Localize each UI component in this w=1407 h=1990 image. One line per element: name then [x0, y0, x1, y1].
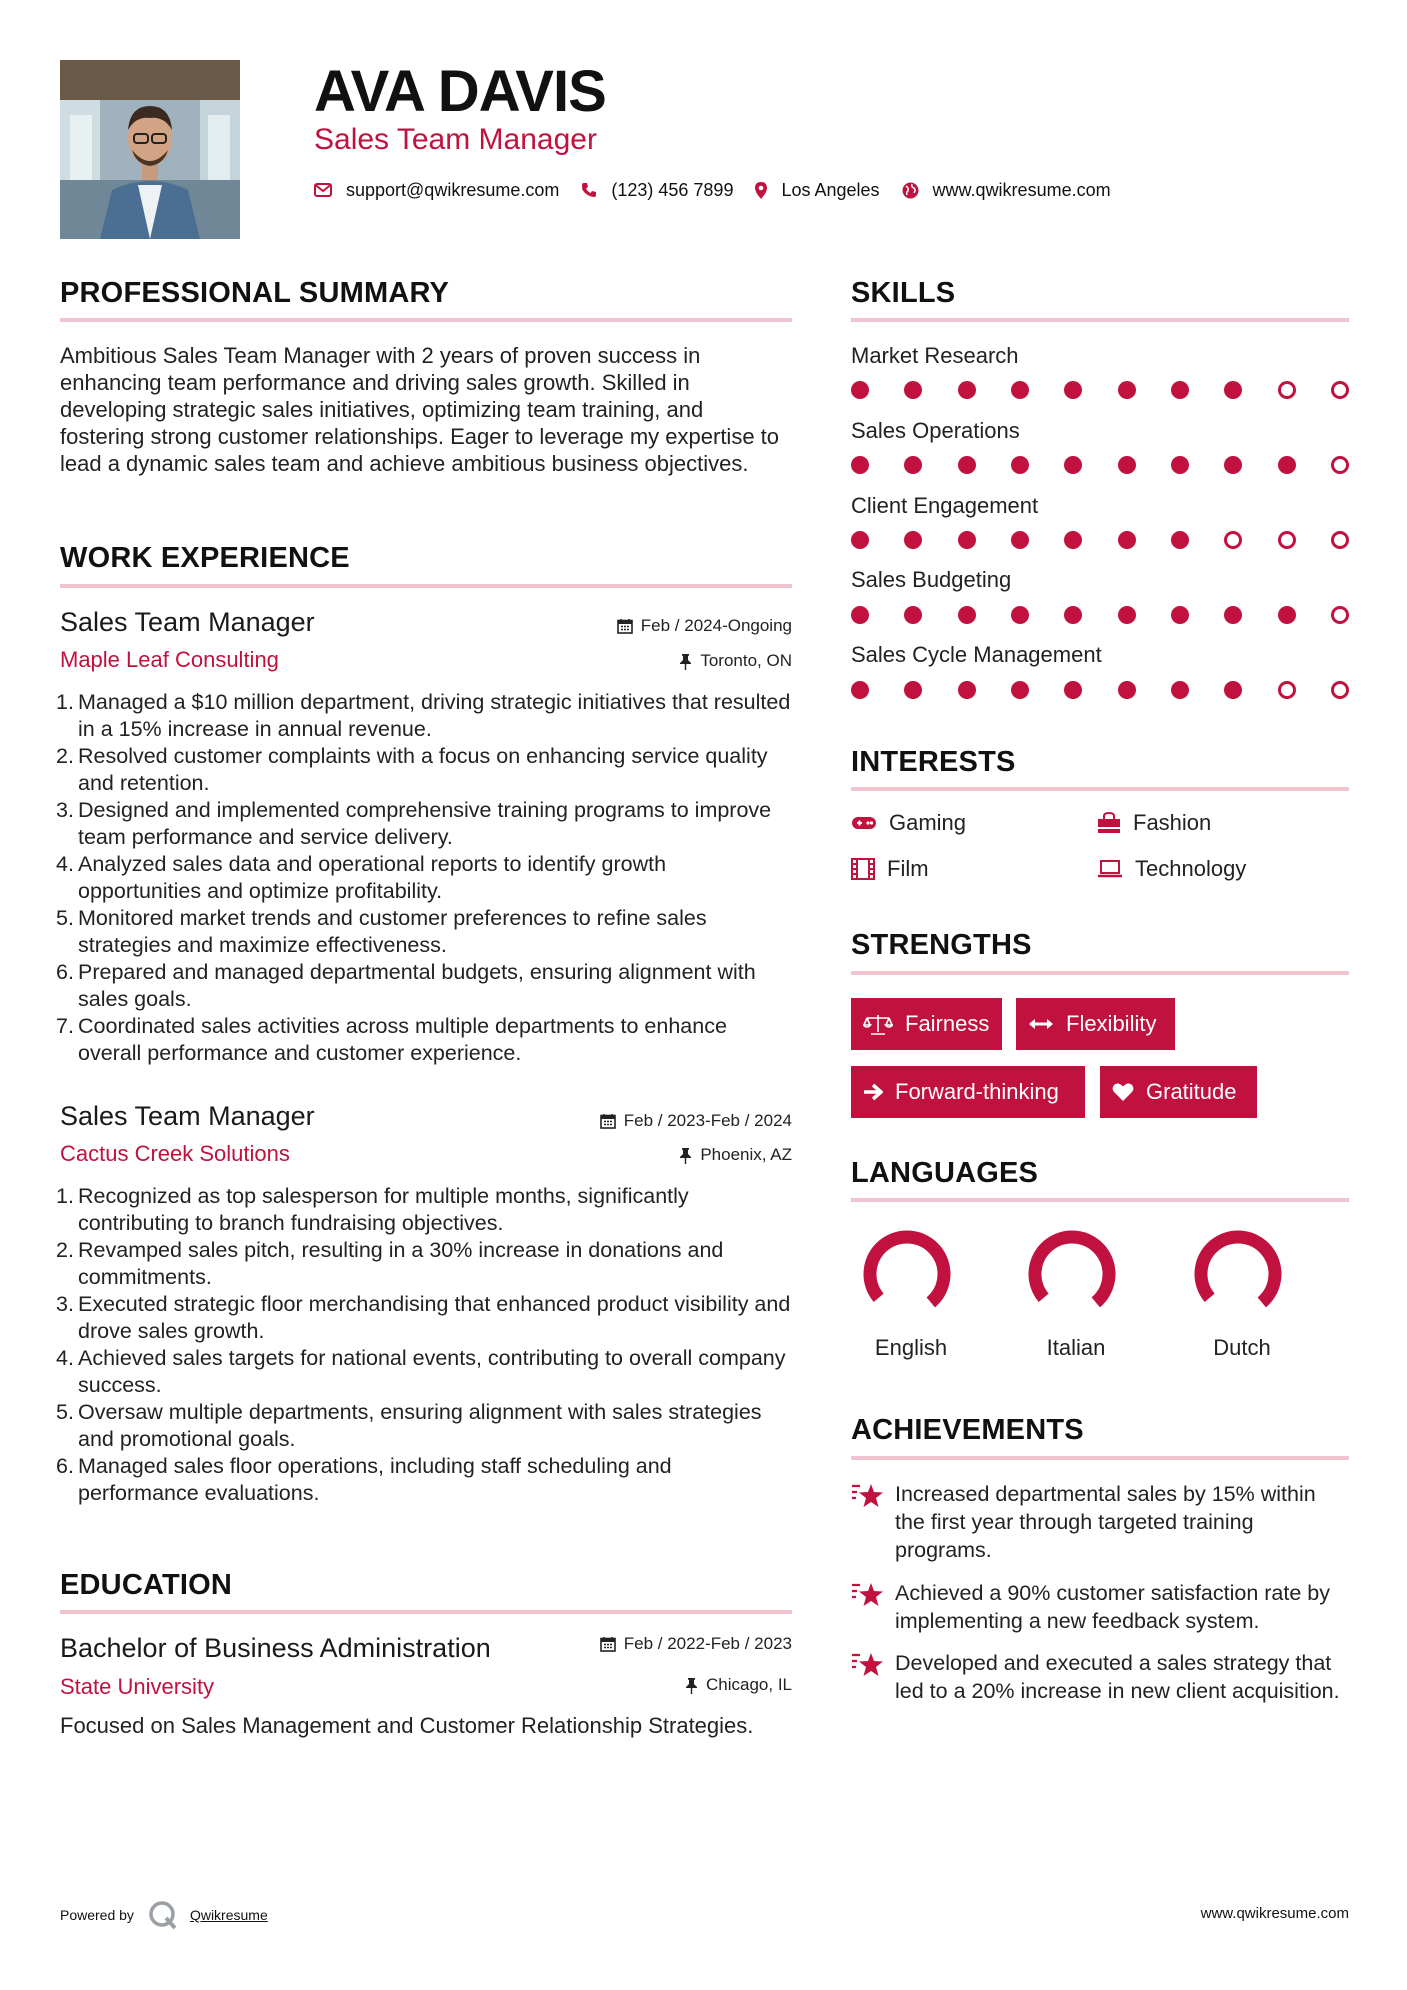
skill-rating	[851, 454, 1351, 476]
skill-name: Sales Budgeting	[851, 567, 1012, 592]
language-name: Italian	[1046, 1335, 1106, 1360]
skill-dot-filled	[1118, 381, 1136, 399]
skill-dot-filled	[958, 381, 976, 399]
skill-dot-filled	[851, 381, 869, 399]
shopping-bag-icon	[1097, 812, 1121, 834]
skill-dot-empty	[1331, 681, 1349, 699]
contact-website-text: www.qwikresume.com	[932, 180, 1111, 200]
job-bullets	[56, 1183, 792, 1507]
skill-dot-filled	[904, 531, 922, 549]
strength-tag	[851, 998, 1002, 1050]
interest-gaming	[851, 809, 966, 836]
skill-dot-filled	[1224, 381, 1242, 399]
contact-bar	[314, 178, 1133, 202]
skill-dot-filled	[1118, 531, 1136, 549]
skill-dot-empty	[1278, 531, 1296, 549]
list-item: 4. Achieved sales targets for national events, contributing to overall company success.	[56, 1346, 786, 1397]
achievements-rule	[851, 1456, 1349, 1460]
skill-name: Market Research	[851, 343, 1019, 368]
skill-dot-filled	[1171, 531, 1189, 549]
calendar-icon	[617, 618, 633, 634]
language-gauge	[1187, 1224, 1297, 1324]
skill-dot-filled	[1064, 681, 1082, 699]
star-badge-icon	[851, 1651, 885, 1679]
achievement-item	[851, 1649, 1351, 1733]
contact-email[interactable]	[314, 178, 559, 202]
contact-phone[interactable]	[581, 178, 733, 202]
skill-dot-filled	[1064, 456, 1082, 474]
skill-dot-filled	[1224, 606, 1242, 624]
languages-rule	[851, 1198, 1349, 1202]
pushpin-icon	[679, 653, 692, 670]
list-item: 2. Resolved customer complaints with a focus on enhancing service quality and retention.	[56, 744, 768, 795]
language-name: English	[874, 1335, 948, 1360]
language-gauge-fill	[870, 1237, 944, 1302]
language-gauge-fill	[1201, 1237, 1275, 1302]
language-gauge-fill	[1035, 1237, 1109, 1302]
footer-website[interactable]: www.qwikresume.com	[1200, 1905, 1349, 1922]
strength-label: Flexibility	[1066, 1011, 1157, 1036]
job-dates	[617, 615, 792, 637]
skill-name: Sales Cycle Management	[851, 642, 1102, 667]
skill-dot-filled	[1118, 456, 1136, 474]
interests-rule	[851, 787, 1349, 791]
skill-dot-filled	[1278, 456, 1296, 474]
experience-rule	[60, 584, 792, 588]
pushpin-icon	[679, 1147, 692, 1164]
job-company: Maple Leaf Consulting	[60, 647, 279, 672]
job-dates-text: Feb / 2024-Ongoing	[640, 616, 792, 635]
skill-dot-filled	[851, 456, 869, 474]
skill-dot-empty	[1331, 381, 1349, 399]
heart-icon	[1112, 1082, 1134, 1102]
education-location-text: Chicago, IL	[706, 1675, 792, 1694]
candidate-name: AVA DAVIS	[314, 59, 606, 124]
qwikresume-logo-icon	[148, 1900, 178, 1930]
skill-dot-filled	[1011, 531, 1029, 549]
contact-email-text: support@qwikresume.com	[346, 180, 560, 200]
skill-dot-empty	[1278, 381, 1296, 399]
interests-heading: INTERESTS	[851, 746, 1016, 778]
skill-dot-filled	[851, 681, 869, 699]
arrow-right-icon	[863, 1083, 883, 1101]
skills-heading: SKILLS	[851, 277, 956, 309]
envelope-icon	[314, 183, 332, 197]
skill-rating	[851, 379, 1351, 401]
summary-heading: PROFESSIONAL SUMMARY	[60, 277, 450, 309]
skill-dot-filled	[1011, 606, 1029, 624]
education-heading: EDUCATION	[60, 1569, 233, 1601]
strengths-heading: STRENGTHS	[851, 929, 1032, 961]
strength-tag	[1016, 998, 1175, 1050]
language-item	[1182, 1224, 1302, 1360]
skill-dot-filled	[1064, 381, 1082, 399]
achievements-heading: ACHIEVEMENTS	[851, 1414, 1084, 1446]
strength-tag	[1100, 1066, 1257, 1118]
skill-dot-filled	[1224, 681, 1242, 699]
film-icon	[851, 858, 875, 880]
skill-dot-empty	[1224, 531, 1242, 549]
job-title: Sales Team Manager	[60, 607, 315, 637]
education-description: Focused on Sales Management and Customer Relationship Strategies.	[60, 1713, 754, 1738]
skill-dot-filled	[904, 606, 922, 624]
job-company: Cactus Creek Solutions	[60, 1141, 290, 1166]
education-school: State University	[60, 1674, 215, 1699]
list-item: 7. Coordinated sales activities across multiple departments to enhance overall performance and customer experience.	[56, 1014, 727, 1065]
list-item: 6. Prepared and managed departmental budgets, ensuring alignment with sales goals.	[56, 960, 756, 1011]
skill-dot-filled	[1224, 456, 1242, 474]
pushpin-icon	[685, 1677, 698, 1694]
contact-website[interactable]	[902, 178, 1111, 202]
languages-heading: LANGUAGES	[851, 1157, 1039, 1189]
language-gauge	[1021, 1224, 1131, 1324]
laptop-icon	[1097, 859, 1123, 879]
job-dates-text: Feb / 2023-Feb / 2024	[623, 1111, 792, 1130]
contact-location-text: Los Angeles	[781, 180, 880, 200]
job-bullets	[56, 689, 792, 1067]
strength-label: Gratitude	[1146, 1079, 1237, 1104]
skill-dot-filled	[851, 531, 869, 549]
language-item	[1016, 1224, 1136, 1360]
list-item: 3. Designed and implemented comprehensive training programs to improve team performance and service delivery.	[56, 798, 772, 849]
interest-label: Fashion	[1133, 810, 1212, 835]
skill-name: Sales Operations	[851, 418, 1020, 443]
skill-dot-filled	[1011, 381, 1029, 399]
skill-rating	[851, 529, 1351, 551]
achievement-text: Achieved a 90% customer satisfaction rate by implementing a new feedback system.	[895, 1581, 1330, 1633]
skill-dot-filled	[1118, 606, 1136, 624]
language-name: Dutch	[1213, 1335, 1271, 1360]
skill-dot-filled	[1064, 606, 1082, 624]
skill-rating	[851, 679, 1351, 701]
skill-dot-filled	[904, 681, 922, 699]
list-item: 6. Managed sales floor operations, including staff scheduling and performance evaluations.	[56, 1454, 672, 1505]
globe-icon	[902, 182, 919, 199]
skill-dot-filled	[904, 456, 922, 474]
job-title: Sales Team Manager	[60, 1101, 315, 1131]
job-location	[679, 1144, 792, 1166]
skill-dot-filled	[958, 531, 976, 549]
map-pin-icon	[755, 182, 767, 199]
skill-dot-filled	[1118, 681, 1136, 699]
powered-by-label: Powered by	[60, 1907, 134, 1923]
list-item: 4. Analyzed sales data and operational reports to identify growth opportunities and optimize profitability.	[56, 852, 667, 903]
interest-film	[851, 855, 929, 882]
job-dates	[600, 1110, 792, 1132]
skill-dot-filled	[1171, 681, 1189, 699]
contact-location	[755, 178, 879, 202]
skill-dot-filled	[1171, 456, 1189, 474]
calendar-icon	[600, 1636, 616, 1652]
language-gauge	[856, 1224, 966, 1324]
skill-dot-filled	[1171, 606, 1189, 624]
skill-dot-filled	[904, 381, 922, 399]
contact-phone-text: (123) 456 7899	[611, 180, 734, 200]
arrows-horizontal-icon	[1028, 1017, 1054, 1031]
education-dates-text: Feb / 2022-Feb / 2023	[623, 1634, 792, 1653]
skill-dot-empty	[1331, 456, 1349, 474]
strength-label: Fairness	[905, 1011, 990, 1036]
strength-label: Forward-thinking	[895, 1079, 1059, 1104]
job-location-text: Phoenix, AZ	[700, 1145, 792, 1164]
summary-text: Ambitious Sales Team Manager with 2 years of proven success in enhancing team performance and driving sales growth. Skilled in developing strategic sales initiatives, optimizing team training, and fostering strong customer relationships. Eager to leverage my expertise to lead a dynamic sales team and achieve ambitious business objectives.	[60, 343, 780, 476]
skill-dot-empty	[1331, 531, 1349, 549]
achievement-item	[851, 1480, 1351, 1564]
interest-label: Technology	[1135, 856, 1247, 881]
candidate-title: Sales Team Manager	[314, 123, 597, 156]
education-location	[685, 1674, 792, 1696]
skill-dot-filled	[958, 456, 976, 474]
skill-dot-empty	[1278, 681, 1296, 699]
skill-dot-filled	[1011, 681, 1029, 699]
list-item: 2. Revamped sales pitch, resulting in a 30% increase in donations and commitments.	[56, 1238, 724, 1289]
star-badge-icon	[851, 1482, 885, 1510]
interest-technology	[1097, 855, 1246, 882]
job-location-text: Toronto, ON	[700, 651, 792, 670]
education-degree: Bachelor of Business Administration	[60, 1633, 491, 1663]
education-rule	[60, 1610, 792, 1614]
list-item: 5. Monitored market trends and customer preferences to refine sales strategies and maximize effectiveness.	[56, 906, 707, 957]
experience-heading: WORK EXPERIENCE	[60, 542, 350, 574]
skill-dot-empty	[1331, 606, 1349, 624]
skills-rule	[851, 318, 1349, 322]
achievement-text: Developed and executed a sales strategy that led to a 20% increase in new client acquisition.	[895, 1651, 1340, 1703]
list-item: 3. Executed strategic floor merchandising that enhanced product visibility and drove sales growth.	[56, 1292, 791, 1343]
skill-dot-filled	[958, 606, 976, 624]
strength-tag	[851, 1066, 1085, 1118]
list-item: 1. Recognized as top salesperson for multiple months, significantly contributing to branch fundraising objectives.	[56, 1184, 689, 1235]
footer-powered-by	[60, 1900, 268, 1930]
skill-dot-filled	[1171, 381, 1189, 399]
phone-icon	[581, 182, 597, 198]
language-item	[851, 1224, 971, 1360]
interest-fashion	[1097, 809, 1211, 836]
skill-name: Client Engagement	[851, 493, 1039, 518]
interest-label: Film	[887, 856, 929, 881]
skill-dot-filled	[851, 606, 869, 624]
gamepad-icon	[851, 815, 877, 831]
skill-dot-filled	[1011, 456, 1029, 474]
balance-scale-icon	[863, 1013, 893, 1035]
skill-dot-filled	[958, 681, 976, 699]
calendar-icon	[600, 1113, 616, 1129]
skill-dot-filled	[1278, 606, 1296, 624]
profile-photo	[60, 60, 240, 239]
list-item: 1. Managed a $10 million department, driving strategic initiatives that resulted in a 15% increase in annual revenue.	[56, 690, 791, 741]
interest-label: Gaming	[889, 810, 967, 835]
achievement-item	[851, 1579, 1351, 1635]
powered-by-link[interactable]: Qwikresume	[189, 1907, 268, 1923]
job-location	[679, 650, 792, 672]
skill-rating	[851, 604, 1351, 626]
skill-dot-filled	[1064, 531, 1082, 549]
achievement-text: Increased departmental sales by 15% within the first year through targeted training programs.	[895, 1482, 1316, 1562]
strengths-rule	[851, 971, 1349, 975]
education-dates	[600, 1633, 792, 1655]
summary-rule	[60, 318, 792, 322]
star-badge-icon	[851, 1581, 885, 1609]
list-item: 5. Oversaw multiple departments, ensuring alignment with sales strategies and promotional goals.	[56, 1400, 762, 1451]
